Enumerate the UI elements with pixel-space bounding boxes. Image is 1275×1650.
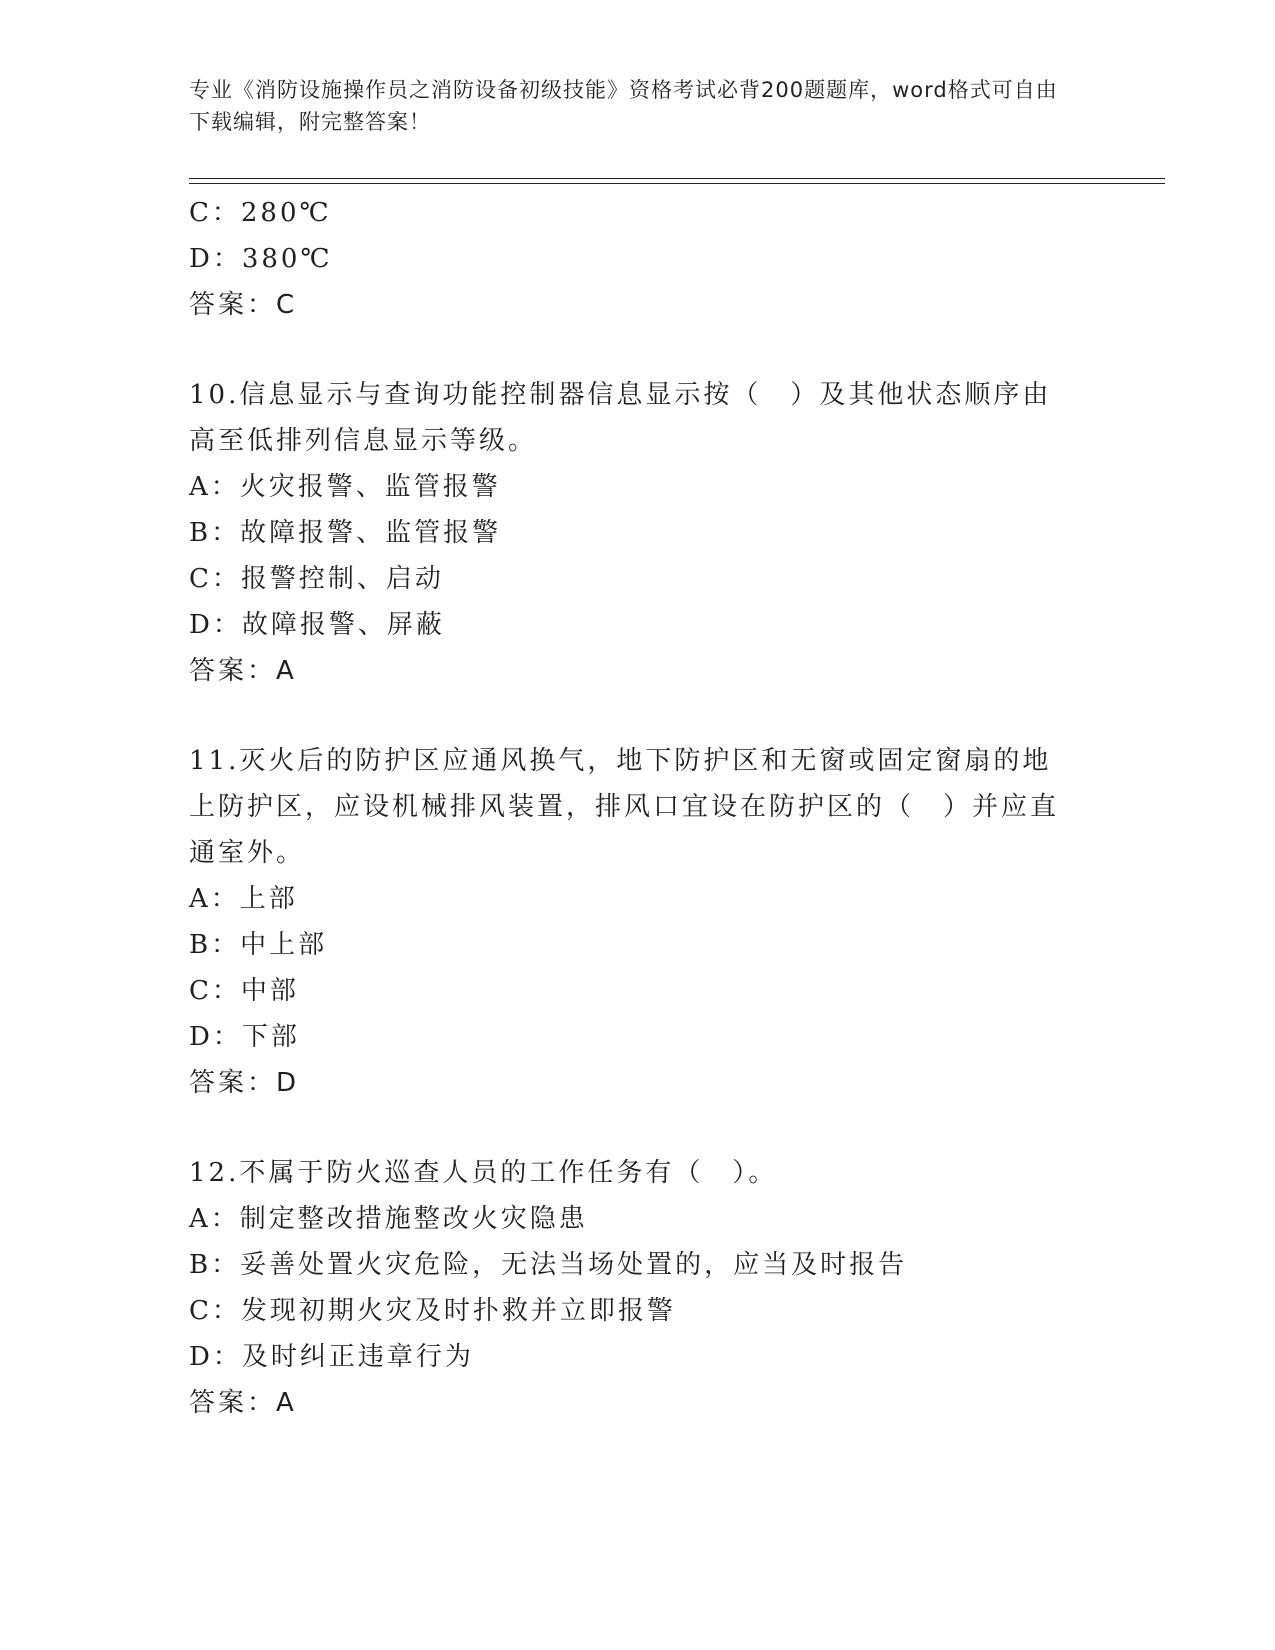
option-d: D：及时纠正违章行为	[189, 1342, 474, 1372]
option-b: B：中上部	[189, 930, 328, 960]
question-text: 12.不属于防火巡查人员的工作任务有（ ）。	[189, 1158, 778, 1188]
option-b: B：妥善处置火灾危险，无法当场处置的，应当及时报告	[189, 1250, 908, 1280]
option-a: A：火灾报警、监管报警	[189, 472, 501, 502]
option-d: D：下部	[189, 1022, 300, 1052]
question-text: 11.灭火后的防护区应通风换气，地下防护区和无窗或固定窗扇的地上防护区，应设机械排风装置，排风口宜设在防护区的（ ）并应直通室外。	[189, 746, 1060, 868]
answer-line: 答案：D	[189, 1068, 300, 1098]
question-10	[189, 372, 1089, 694]
header-rule-top	[189, 178, 1165, 179]
question-list	[189, 190, 1089, 1426]
option-d: D：380℃	[189, 244, 333, 274]
question-text: 10.信息显示与查询功能控制器信息显示按（ ）及其他状态顺序由高至低排列信息显示等级。	[189, 380, 1052, 456]
question-11	[189, 738, 1089, 1106]
option-c: C：发现初期火灾及时扑救并立即报警	[189, 1296, 676, 1326]
option-a: A：上部	[189, 884, 298, 914]
answer-line: 答案：A	[189, 1388, 297, 1418]
document-header: 专业《消防设施操作员之消防设备初级技能》资格考试必背200题题库，word格式可自由下载编辑，附完整答案！	[189, 78, 1058, 134]
option-a: A：制定整改措施整改火灾隐患	[189, 1204, 588, 1234]
option-d: D：故障报警、屏蔽	[189, 610, 445, 640]
option-b: B：故障报警、监管报警	[189, 518, 502, 548]
option-c: C：280℃	[189, 198, 332, 228]
partial-question	[189, 190, 1089, 328]
option-c: C：中部	[189, 976, 299, 1006]
question-12	[189, 1150, 1089, 1426]
option-c: C：报警控制、启动	[189, 564, 444, 594]
header-rule-bottom	[189, 183, 1165, 184]
answer-line: 答案：A	[189, 656, 297, 686]
answer-line: 答案：C	[189, 290, 298, 320]
